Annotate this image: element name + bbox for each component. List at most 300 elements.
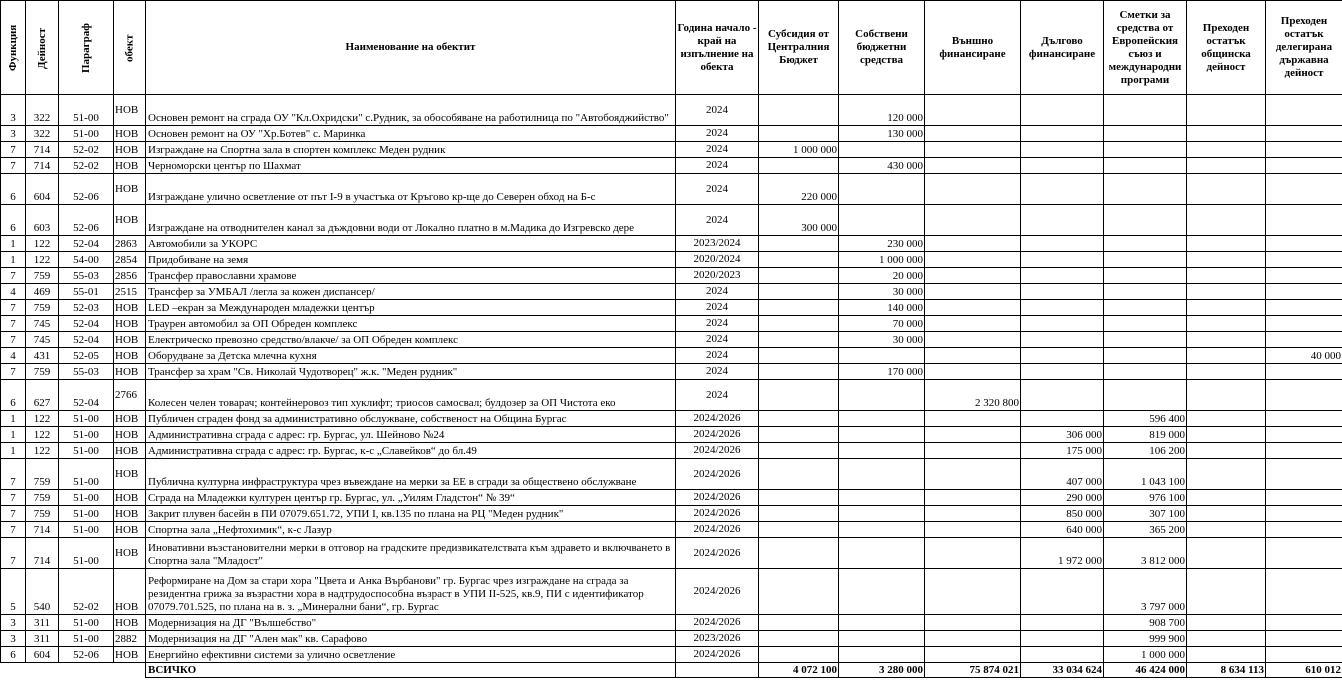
paragraph-cell: 51-00 [59,126,114,142]
carryover-delegated-cell [1266,631,1342,647]
external-financing-cell [925,506,1021,522]
function-cell: 7 [1,538,26,569]
central-subsidy-cell [759,364,839,380]
central-subsidy-cell [759,411,839,427]
eu-funds-cell [1104,300,1187,316]
central-subsidy-cell [759,615,839,631]
carryover-delegated-cell [1266,158,1342,174]
own-funds-cell [839,411,925,427]
debt-financing-cell [1021,647,1104,663]
function-cell: 1 [1,427,26,443]
table-row [1,126,1342,142]
activity-cell: 759 [26,490,59,506]
debt-financing-cell: 640 000 [1021,522,1104,538]
paragraph-cell: 52-04 [59,332,114,348]
table-row [1,522,1342,538]
external-financing-cell [925,348,1021,364]
paragraph-cell: 51-00 [59,538,114,569]
table-row [1,95,1342,126]
object-name-cell: Траурен автомобил за ОП Обреден комплекс [146,316,676,332]
eu-funds-cell [1104,158,1187,174]
central-subsidy-cell [759,348,839,364]
table-row [1,490,1342,506]
debt-financing-cell [1021,631,1104,647]
activity-cell: 469 [26,284,59,300]
year-cell: 2024 [676,126,759,142]
table-row [1,300,1342,316]
activity-cell: 604 [26,174,59,205]
carryover-municipal-cell [1187,443,1266,459]
eu-funds-cell [1104,348,1187,364]
activity-cell: 604 [26,647,59,663]
eu-funds-cell: 307 100 [1104,506,1187,522]
eu-funds-cell: 106 200 [1104,443,1187,459]
central-subsidy-cell [759,459,839,490]
table-body [1,95,1342,678]
central-subsidy-cell [759,95,839,126]
debt-financing-cell [1021,316,1104,332]
eu-funds-cell [1104,380,1187,411]
paragraph-cell: 52-02 [59,158,114,174]
header-row [1,1,1342,95]
object-name-cell: Реформиране на Дом за стари хора "Цвета и Анка Върбанови" гр. Бургас чрез изграждане на сграда за резидентна грижа за възрастни хора в надтрудоспособна възраст в УПИ II-525, кв.9, ПИ с идентификатор 07079.701.525, по плана на в. з. „Минерални бани“, гр. Бургас [146,569,676,615]
object-name-cell: Придобиване на земя [146,252,676,268]
object-name-cell: Трансфер православни храмове [146,268,676,284]
carryover-delegated-cell [1266,126,1342,142]
central-subsidy-cell [759,316,839,332]
object-name-cell: Енергийно ефективни системи за улично осветление [146,647,676,663]
activity-cell: 122 [26,427,59,443]
activity-cell: 122 [26,252,59,268]
function-cell: 1 [1,252,26,268]
carryover-municipal-cell [1187,142,1266,158]
year-cell: 2024/2026 [676,569,759,615]
object-code-cell: НОВ [114,459,146,490]
total-year-cell [676,663,759,678]
carryover-municipal-cell [1187,284,1266,300]
table-row [1,268,1342,284]
object-name-cell: Трансфер за храм "Св. Николай Чудотворец" ж.к. "Меден рудник" [146,364,676,380]
central-subsidy-cell [759,631,839,647]
table-row [1,316,1342,332]
debt-financing-cell [1021,284,1104,300]
year-cell: 2024 [676,316,759,332]
eu-funds-cell: 596 400 [1104,411,1187,427]
total-own-funds: 3 280 000 [839,663,925,678]
total-carryover-delegated: 610 012 [1266,663,1342,678]
object-name-cell: LED –екран за Международен младежки център [146,300,676,316]
activity-cell: 759 [26,459,59,490]
paragraph-cell: 52-02 [59,142,114,158]
function-cell: 7 [1,459,26,490]
eu-funds-cell [1104,236,1187,252]
object-name-cell: Изграждане улично осветление от път I-9 в участъка от Кръгово кр-ще до Северен обход на Б-с [146,174,676,205]
central-subsidy-cell [759,158,839,174]
col-header-central-subsidy: Субсидия от Централния Бюджет [759,1,839,95]
carryover-delegated-cell [1266,252,1342,268]
activity-cell: 431 [26,348,59,364]
activity-cell: 714 [26,158,59,174]
object-name-cell: Модернизация на ДГ "Вълшебство" [146,615,676,631]
year-cell: 2024 [676,174,759,205]
external-financing-cell [925,411,1021,427]
paragraph-cell: 54-00 [59,252,114,268]
carryover-municipal-cell [1187,459,1266,490]
total-label: ВСИЧКО [146,663,676,678]
function-cell: 7 [1,268,26,284]
year-cell: 2024/2026 [676,647,759,663]
carryover-municipal-cell [1187,126,1266,142]
function-cell: 4 [1,284,26,300]
function-cell: 7 [1,158,26,174]
year-cell: 2024 [676,364,759,380]
external-financing-cell [925,364,1021,380]
eu-funds-cell [1104,364,1187,380]
function-cell: 6 [1,647,26,663]
paragraph-cell: 55-01 [59,284,114,300]
carryover-municipal-cell [1187,158,1266,174]
external-financing-cell [925,158,1021,174]
col-header-object: обект [114,1,146,95]
table-row [1,427,1342,443]
function-cell: 7 [1,490,26,506]
debt-financing-cell: 850 000 [1021,506,1104,522]
object-name-cell: Административна сграда с адрес: гр. Бургас, ул. Шейново №24 [146,427,676,443]
object-name-cell: Електрическо превозно средство/влакче/ за ОП Обреден комплекс [146,332,676,348]
central-subsidy-cell [759,490,839,506]
carryover-delegated-cell [1266,459,1342,490]
carryover-delegated-cell [1266,427,1342,443]
central-subsidy-cell [759,284,839,300]
carryover-delegated-cell [1266,443,1342,459]
debt-financing-cell [1021,252,1104,268]
eu-funds-cell [1104,252,1187,268]
carryover-municipal-cell [1187,569,1266,615]
eu-funds-cell [1104,174,1187,205]
debt-financing-cell [1021,95,1104,126]
debt-financing-cell [1021,300,1104,316]
object-code-cell: НОВ [114,174,146,205]
object-name-cell: Трансфер за УМБАЛ /легла за кожен диспансер/ [146,284,676,300]
carryover-delegated-cell [1266,380,1342,411]
carryover-delegated-cell [1266,569,1342,615]
col-header-function: Функция [1,1,26,95]
debt-financing-cell [1021,158,1104,174]
carryover-municipal-cell [1187,411,1266,427]
paragraph-cell: 51-00 [59,631,114,647]
year-cell: 2024 [676,348,759,364]
debt-financing-cell: 1 972 000 [1021,538,1104,569]
paragraph-cell: 51-00 [59,427,114,443]
debt-financing-cell [1021,236,1104,252]
year-cell: 2024 [676,158,759,174]
debt-financing-cell [1021,142,1104,158]
year-cell: 2024 [676,205,759,236]
own-funds-cell: 70 000 [839,316,925,332]
table-row [1,284,1342,300]
paragraph-cell: 51-00 [59,615,114,631]
debt-financing-cell [1021,174,1104,205]
total-carryover-municipal: 8 634 113 [1187,663,1266,678]
own-funds-cell: 20 000 [839,268,925,284]
eu-funds-cell: 3 797 000 [1104,569,1187,615]
carryover-municipal-cell [1187,252,1266,268]
own-funds-cell [839,490,925,506]
col-header-longterm: Дългово финансиране [1021,1,1104,95]
year-cell: 2024/2026 [676,427,759,443]
central-subsidy-cell [759,506,839,522]
activity-cell: 311 [26,631,59,647]
carryover-municipal-cell [1187,95,1266,126]
table-row [1,348,1342,364]
carryover-delegated-cell [1266,506,1342,522]
year-cell: 2020/2024 [676,252,759,268]
object-code-cell: 2863 [114,236,146,252]
function-cell: 6 [1,174,26,205]
year-cell: 2024 [676,95,759,126]
carryover-delegated-cell: 40 000 [1266,348,1342,364]
year-cell: 2024 [676,284,759,300]
table-row [1,142,1342,158]
central-subsidy-cell [759,380,839,411]
total-row [1,663,1342,678]
function-cell: 7 [1,300,26,316]
activity-cell: 714 [26,522,59,538]
carryover-municipal-cell [1187,348,1266,364]
total-eu-funds: 46 424 000 [1104,663,1187,678]
total-central-subsidy: 4 072 100 [759,663,839,678]
central-subsidy-cell [759,569,839,615]
external-financing-cell [925,647,1021,663]
table-row [1,332,1342,348]
eu-funds-cell: 819 000 [1104,427,1187,443]
object-code-cell: НОВ [114,142,146,158]
carryover-delegated-cell [1266,411,1342,427]
object-code-cell: НОВ [114,126,146,142]
table-row [1,443,1342,459]
year-cell: 2024 [676,142,759,158]
activity-cell: 540 [26,569,59,615]
eu-funds-cell [1104,205,1187,236]
function-cell: 3 [1,126,26,142]
eu-funds-cell: 1 043 100 [1104,459,1187,490]
object-code-cell: 2856 [114,268,146,284]
carryover-delegated-cell [1266,142,1342,158]
col-header-eu-funds: Сметки за средства от Европейския съюз и международни програми [1104,1,1187,95]
object-code-cell: НОВ [114,205,146,236]
own-funds-cell [839,380,925,411]
central-subsidy-cell [759,268,839,284]
object-name-cell: Черноморски център по Шахмат [146,158,676,174]
carryover-municipal-cell [1187,538,1266,569]
paragraph-cell: 52-06 [59,174,114,205]
external-financing-cell [925,443,1021,459]
paragraph-cell: 52-04 [59,316,114,332]
central-subsidy-cell: 1 000 000 [759,142,839,158]
function-cell: 5 [1,569,26,615]
carryover-delegated-cell [1266,300,1342,316]
activity-cell: 745 [26,332,59,348]
year-cell: 2024/2026 [676,615,759,631]
year-cell: 2024/2026 [676,506,759,522]
external-financing-cell [925,95,1021,126]
external-financing-cell [925,126,1021,142]
debt-financing-cell [1021,126,1104,142]
activity-cell: 714 [26,142,59,158]
own-funds-cell [839,506,925,522]
activity-cell: 759 [26,300,59,316]
carryover-delegated-cell [1266,490,1342,506]
object-code-cell: НОВ [114,158,146,174]
debt-financing-cell [1021,380,1104,411]
carryover-delegated-cell [1266,538,1342,569]
function-cell: 4 [1,348,26,364]
table-row [1,380,1342,411]
own-funds-cell [839,427,925,443]
table-row [1,411,1342,427]
object-code-cell: НОВ [114,522,146,538]
eu-funds-cell [1104,284,1187,300]
year-cell: 2024/2026 [676,459,759,490]
function-cell: 7 [1,522,26,538]
carryover-municipal-cell [1187,380,1266,411]
col-header-carryover-delegated: Преходен остатък делегирана държавна дейност [1266,1,1342,95]
own-funds-cell [839,569,925,615]
function-cell: 6 [1,380,26,411]
function-cell: 1 [1,411,26,427]
debt-financing-cell: 175 000 [1021,443,1104,459]
object-code-cell: НОВ [114,411,146,427]
total-external-financing: 75 874 021 [925,663,1021,678]
year-cell: 2024/2026 [676,538,759,569]
carryover-municipal-cell [1187,615,1266,631]
debt-financing-cell: 407 000 [1021,459,1104,490]
eu-funds-cell [1104,126,1187,142]
central-subsidy-cell [759,236,839,252]
year-cell: 2024 [676,380,759,411]
external-financing-cell [925,205,1021,236]
object-code-cell: 2854 [114,252,146,268]
eu-funds-cell [1104,268,1187,284]
object-code-cell: НОВ [114,647,146,663]
debt-financing-cell [1021,348,1104,364]
year-cell: 2024/2026 [676,411,759,427]
own-funds-cell: 1 000 000 [839,252,925,268]
col-header-year: Година начало - край на изпълнение на обекта [676,1,759,95]
own-funds-cell: 120 000 [839,95,925,126]
function-cell: 7 [1,142,26,158]
central-subsidy-cell [759,252,839,268]
activity-cell: 759 [26,268,59,284]
table-row [1,538,1342,569]
activity-cell: 322 [26,95,59,126]
carryover-delegated-cell [1266,615,1342,631]
object-code-cell: НОВ [114,316,146,332]
object-name-cell: Публичен сграден фонд за административно обслужване, собственост на Община Бургас [146,411,676,427]
table-row [1,506,1342,522]
object-name-cell: Спортна зала „Нефтохимик“, к-с Лазур [146,522,676,538]
function-cell: 7 [1,506,26,522]
paragraph-cell: 51-00 [59,459,114,490]
total-spacer [1,663,146,678]
own-funds-cell: 170 000 [839,364,925,380]
paragraph-cell: 51-00 [59,522,114,538]
object-code-cell: НОВ [114,490,146,506]
debt-financing-cell [1021,569,1104,615]
object-name-cell: Оборудване за Детска млечна кухня [146,348,676,364]
year-cell: 2020/2023 [676,268,759,284]
external-financing-cell [925,569,1021,615]
carryover-delegated-cell [1266,95,1342,126]
col-header-carryover-municipal: Преходен остатък общинска дейност [1187,1,1266,95]
eu-funds-cell: 999 900 [1104,631,1187,647]
table-row [1,174,1342,205]
external-financing-cell [925,522,1021,538]
object-name-cell: Изграждане на отводнителен канал за дъждовни води от Локално платно в м.Мадика до Изгревско дере [146,205,676,236]
central-subsidy-cell: 220 000 [759,174,839,205]
year-cell: 2024 [676,300,759,316]
carryover-delegated-cell [1266,364,1342,380]
year-cell: 2024/2026 [676,522,759,538]
carryover-delegated-cell [1266,236,1342,252]
paragraph-cell: 52-04 [59,236,114,252]
year-cell: 2024 [676,332,759,348]
external-financing-cell [925,174,1021,205]
paragraph-cell: 55-03 [59,268,114,284]
carryover-delegated-cell [1266,316,1342,332]
own-funds-cell [839,174,925,205]
debt-financing-cell: 306 000 [1021,427,1104,443]
function-cell: 7 [1,364,26,380]
own-funds-cell [839,142,925,158]
table-row [1,236,1342,252]
table-row [1,647,1342,663]
paragraph-cell: 52-04 [59,380,114,411]
paragraph-cell: 52-05 [59,348,114,364]
eu-funds-cell [1104,95,1187,126]
eu-funds-cell: 1 000 000 [1104,647,1187,663]
function-cell: 3 [1,631,26,647]
carryover-delegated-cell [1266,284,1342,300]
own-funds-cell [839,522,925,538]
external-financing-cell [925,459,1021,490]
own-funds-cell: 140 000 [839,300,925,316]
activity-cell: 311 [26,615,59,631]
function-cell: 3 [1,95,26,126]
paragraph-cell: 51-00 [59,443,114,459]
carryover-municipal-cell [1187,364,1266,380]
central-subsidy-cell [759,332,839,348]
external-financing-cell [925,268,1021,284]
paragraph-cell: 52-06 [59,647,114,663]
paragraph-cell: 55-03 [59,364,114,380]
carryover-municipal-cell [1187,300,1266,316]
external-financing-cell: 2 320 800 [925,380,1021,411]
carryover-municipal-cell [1187,174,1266,205]
paragraph-cell: 52-03 [59,300,114,316]
own-funds-cell [839,647,925,663]
col-header-paragraph: Параграф [59,1,114,95]
own-funds-cell: 30 000 [839,284,925,300]
object-name-cell: Сграда на Младежки културен център гр. Бургас, ул. „Уилям Гладстон“ № 39“ [146,490,676,506]
own-funds-cell [839,615,925,631]
eu-funds-cell [1104,142,1187,158]
debt-financing-cell: 290 000 [1021,490,1104,506]
table-row [1,631,1342,647]
carryover-delegated-cell [1266,647,1342,663]
external-financing-cell [925,427,1021,443]
table-row [1,459,1342,490]
